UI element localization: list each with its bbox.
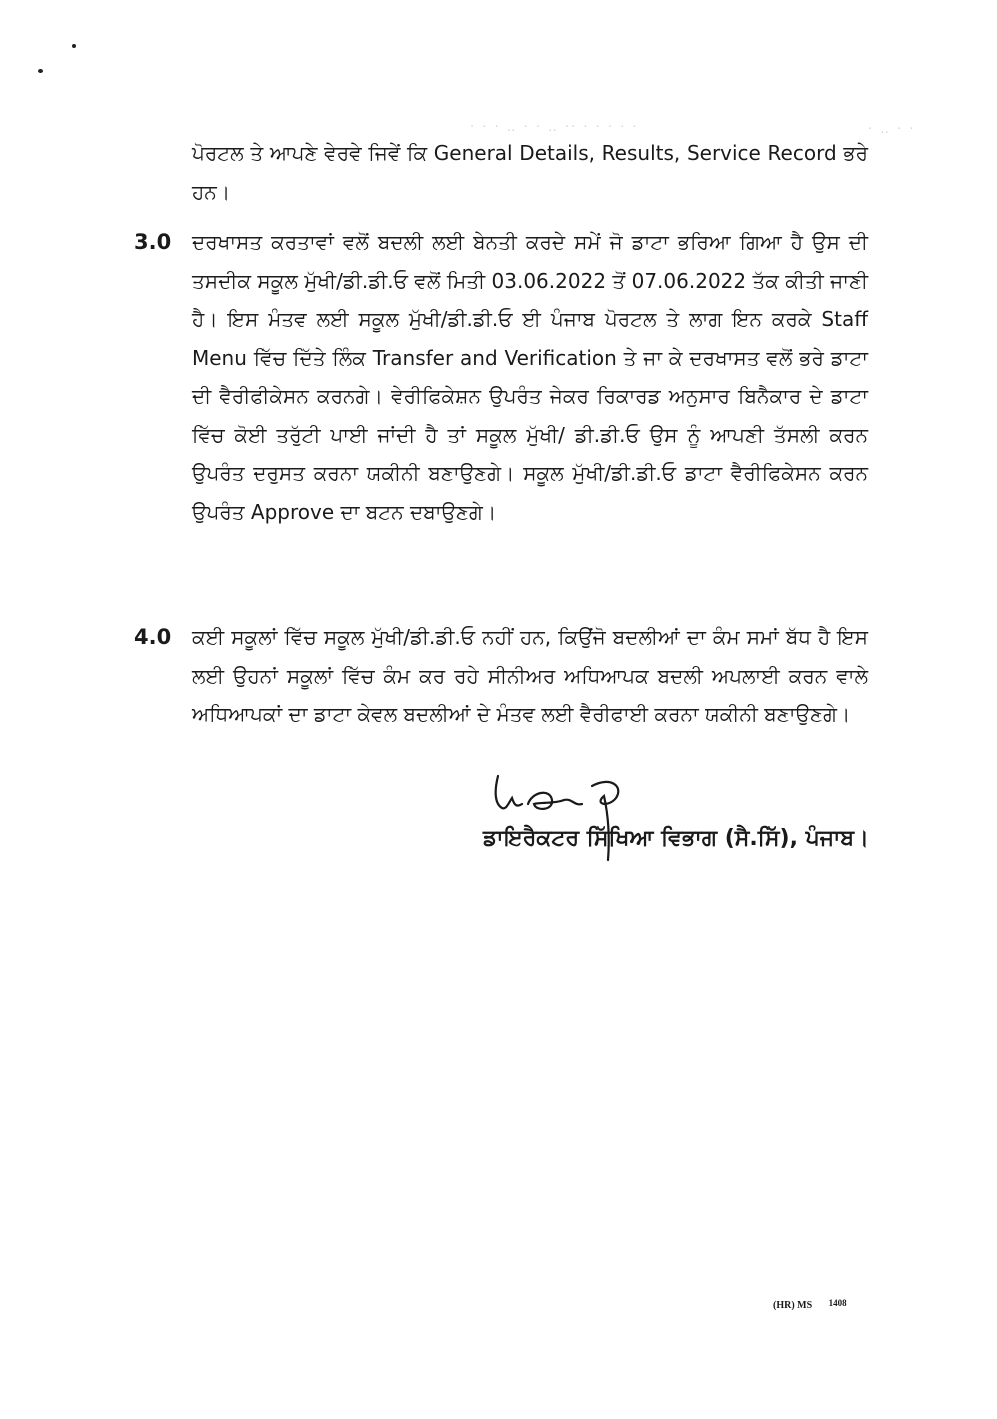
footer-number: 1408 <box>828 1298 847 1308</box>
show-through-noise: · ‥ · · <box>868 122 916 137</box>
show-through-noise: · · · ‥ · · ‥ ·· · · · · · <box>470 120 639 135</box>
paragraph-text: ਦਰਖਾਸਤ ਕਰਤਾਵਾਂ ਵਲੋਂ ਬਦਲੀ ਲਈ ਬੇਨਤੀ ਕਰਦੇ ਸਮੇਂ ਜੋ ਡਾਟਾ ਭਰਿਆ ਗਿਆ ਹੈ ਉਸ ਦੀ ਤਸਦੀਕ ਸਕੂਲ ਮੁੱਖੀ/ਡੀ.ਡੀ.ਓ ਵਲੋਂ ਮਿਤੀ 03.06.2022 ਤੋਂ 07.06.2022 ਤੱਕ ਕੀਤੀ ਜਾਣੀ ਹੈ। ਇਸ ਮੰਤਵ ਲਈ ਸਕੂਲ ਮੁੱਖੀ/ਡੀ.ਡੀ.ਓ ਈ ਪੰਜਾਬ ਪੋਰਟਲ ਤੇ ਲਾਗ ਇਨ ਕਰਕੇ Staff Menu ਵਿੱਚ ਦਿੱਤੇ ਲਿੰਕ Transfer and Verification ਤੇ ਜਾ ਕੇ ਦਰਖਾਸਤ ਵਲੋਂ ਭਰੇ ਡਾਟਾ ਦੀ ਵੈਰੀਫੀਕੇਸਨ ਕਰਨਗੇ। ਵੇਰੀਫਿਕੇਸ਼ਨ ਉਪਰੰਤ ਜੇਕਰ ਰਿਕਾਰਡ ਅਨੁਸਾਰ ਬਿਨੈਕਾਰ ਦੇ ਡਾਟਾ ਵਿੱਚ ਕੋਈ ਤਰੁੱਟੀ ਪਾਈ ਜਾਂਦੀ ਹੈ ਤਾਂ ਸਕੂਲ ਮੁੱਖੀ/ ਡੀ.ਡੀ.ਓ ਉਸ ਨੂੰ ਆਪਣੀ ਤੱਸਲੀ ਕਰਨ ਉਪਰੰਤ ਦਰੁਸਤ ਕਰਨਾ ਯਕੀਨੀ ਬਣਾਉਣਗੇ। ਸਕੂਲ ਮੁੱਖੀ/ਡੀ.ਡੀ.ਓ ਡਾਟਾ ਵੈਰੀਫਿਕੇਸਨ ਕਰਨ ਉਪਰੰਤ Approve ਦਾ ਬਟਨ ਦਬਾਉਣਗੇ। <box>192 230 868 524</box>
paragraph-number: 3.0 <box>134 230 172 254</box>
paragraph-number: 4.0 <box>134 625 172 649</box>
scan-speck <box>38 69 43 73</box>
paragraph-text: ਕਈ ਸਕੂਲਾਂ ਵਿੱਚ ਸਕੂਲ ਮੁੱਖੀ/ਡੀ.ਡੀ.ਓ ਨਹੀਂ ਹਨ, ਕਿਉਂਜੋ ਬਦਲੀਆਂ ਦਾ ਕੰਮ ਸਮਾਂ ਬੱਧ ਹੈ ਇਸ ਲਈ ਉਹਨਾਂ ਸਕੂਲਾਂ ਵਿੱਚ ਕੰਮ ਕਰ ਰਹੇ ਸੀਨੀਅਰ ਅਧਿਆਪਕ ਬਦਲੀ ਅਪਲਾਈ ਕਰਨ ਵਾਲੇ ਅਧਿਆਪਕਾਂ ਦਾ ਡਾਟਾ ਕੇਵਲ ਬਦਲੀਆਂ ਦੇ ਮੰਤਵ ਲਈ ਵੈਰੀਫਾਈ ਕਰਨਾ ਯਕੀਨੀ ਬਣਾਉਣਗੇ। <box>192 625 868 726</box>
scan-speck <box>72 44 76 48</box>
footer-reference <box>773 1298 847 1311</box>
footer-code: (HR) MS <box>773 1300 813 1311</box>
signatory-designation: ਡਾਇਰੈਕਟਰ ਸਿੱਖਿਆ ਵਿਭਾਗ (ਸੈ.ਸਿੱ), ਪੰਜਾਬ। <box>482 826 869 851</box>
paragraph-continued: ਪੋਰਟਲ ਤੇ ਆਪਣੇ ਵੇਰਵੇ ਜਿਵੇਂ ਕਿ General Details, Results, Service Record ਭਰੇ ਹਨ। <box>192 141 868 204</box>
